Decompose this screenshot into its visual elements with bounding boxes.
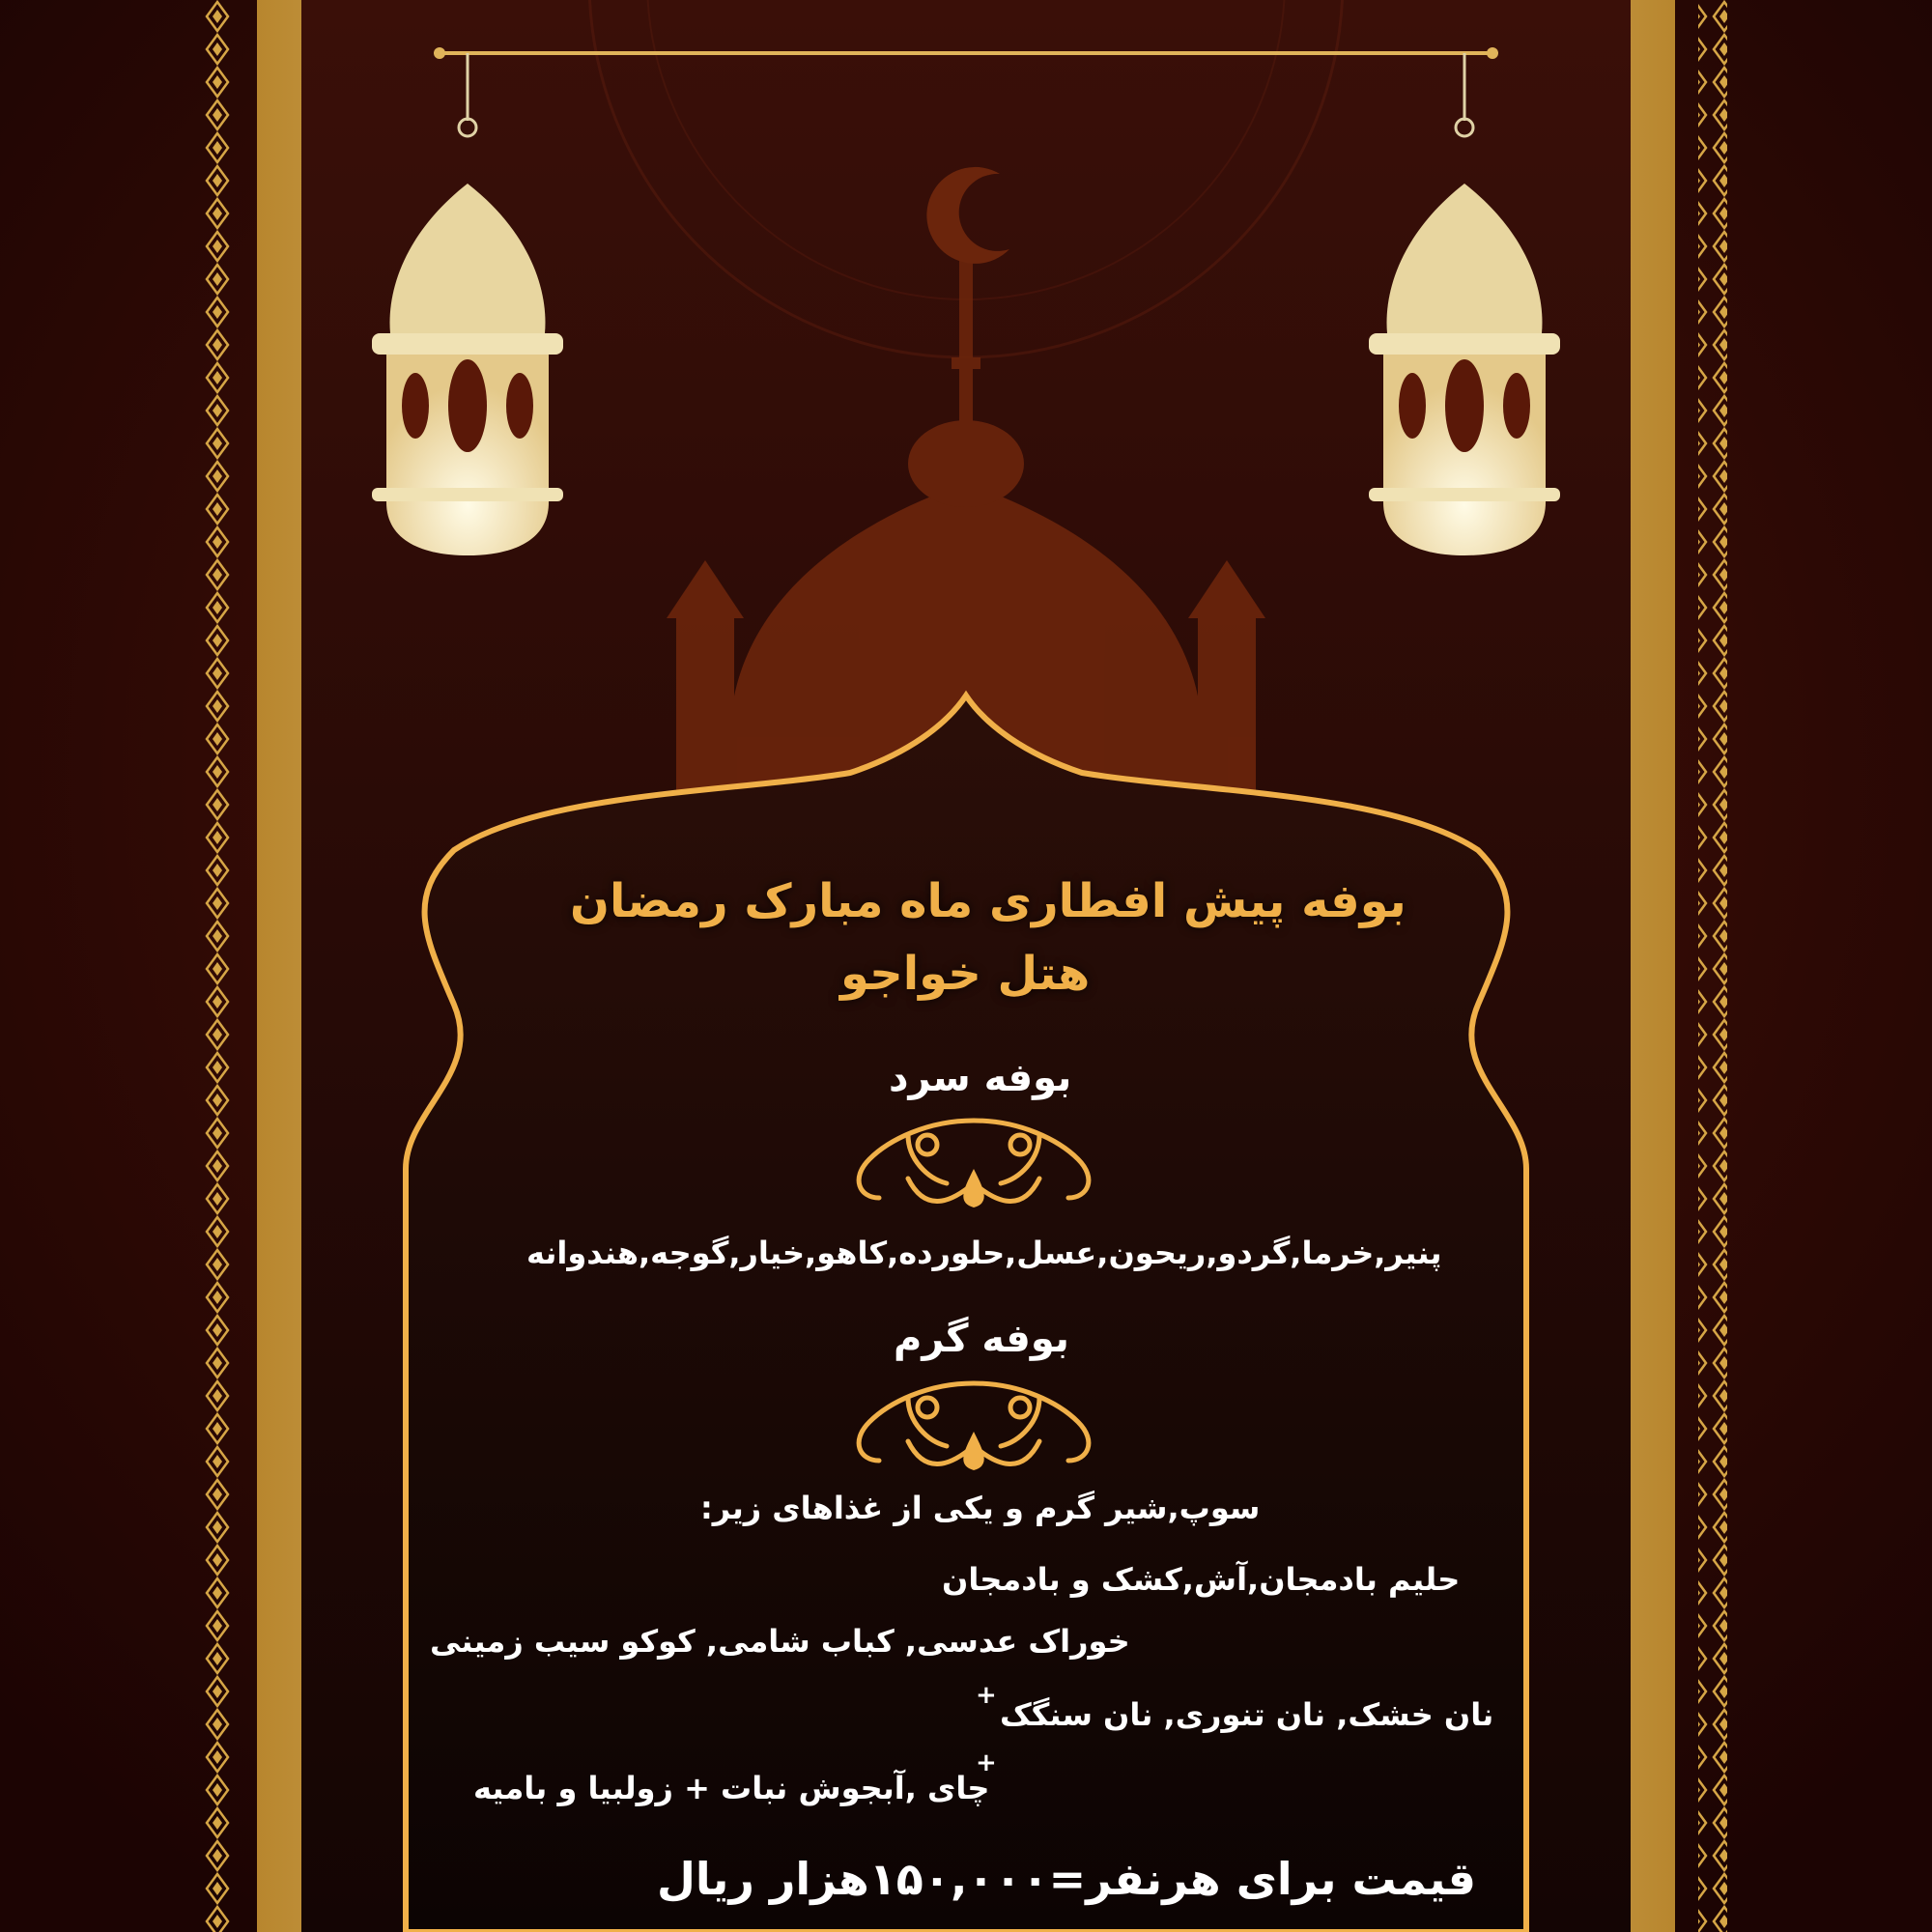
title-line-2: هتل خواجو	[840, 947, 1091, 1001]
price-line: قیمت برای هرنفر=۱۵۰,۰۰۰هزار ریال	[657, 1853, 1476, 1905]
diamond-border-right	[1698, 0, 1727, 1932]
hot-buffet-line-2: حلیم بادمجان,آش,کشک و بادمجان	[942, 1561, 1461, 1598]
hot-buffet-line-5: چای ,آبجوش نبات + زولبیا و بامیه	[473, 1770, 990, 1806]
title-line-1: بوفه پیش افطاری ماه مبارک رمضان	[570, 874, 1406, 928]
hot-buffet-line-3: خوراک عدسی, کباب شامی, کوکو سیب زمینی	[430, 1623, 1130, 1660]
diamond-border-left	[203, 0, 232, 1932]
cold-buffet-items: پنیر,خرما,گردو,ریحون,عسل,حلورده,کاهو,خیار,گوجه,هندوانه	[526, 1235, 1442, 1271]
cold-buffet-heading: بوفه سرد	[889, 1056, 1072, 1100]
hot-buffet-line-4: نان خشک, نان تنوری, نان سنگک	[1000, 1696, 1494, 1733]
plus-sign: +	[976, 1681, 997, 1710]
hot-buffet-line-1: سوپ,شیر گرم و یکی از غذاهای زیر:	[700, 1490, 1261, 1526]
hot-buffet-heading: بوفه گرم	[894, 1317, 1069, 1361]
plus-sign: +	[976, 1748, 997, 1777]
